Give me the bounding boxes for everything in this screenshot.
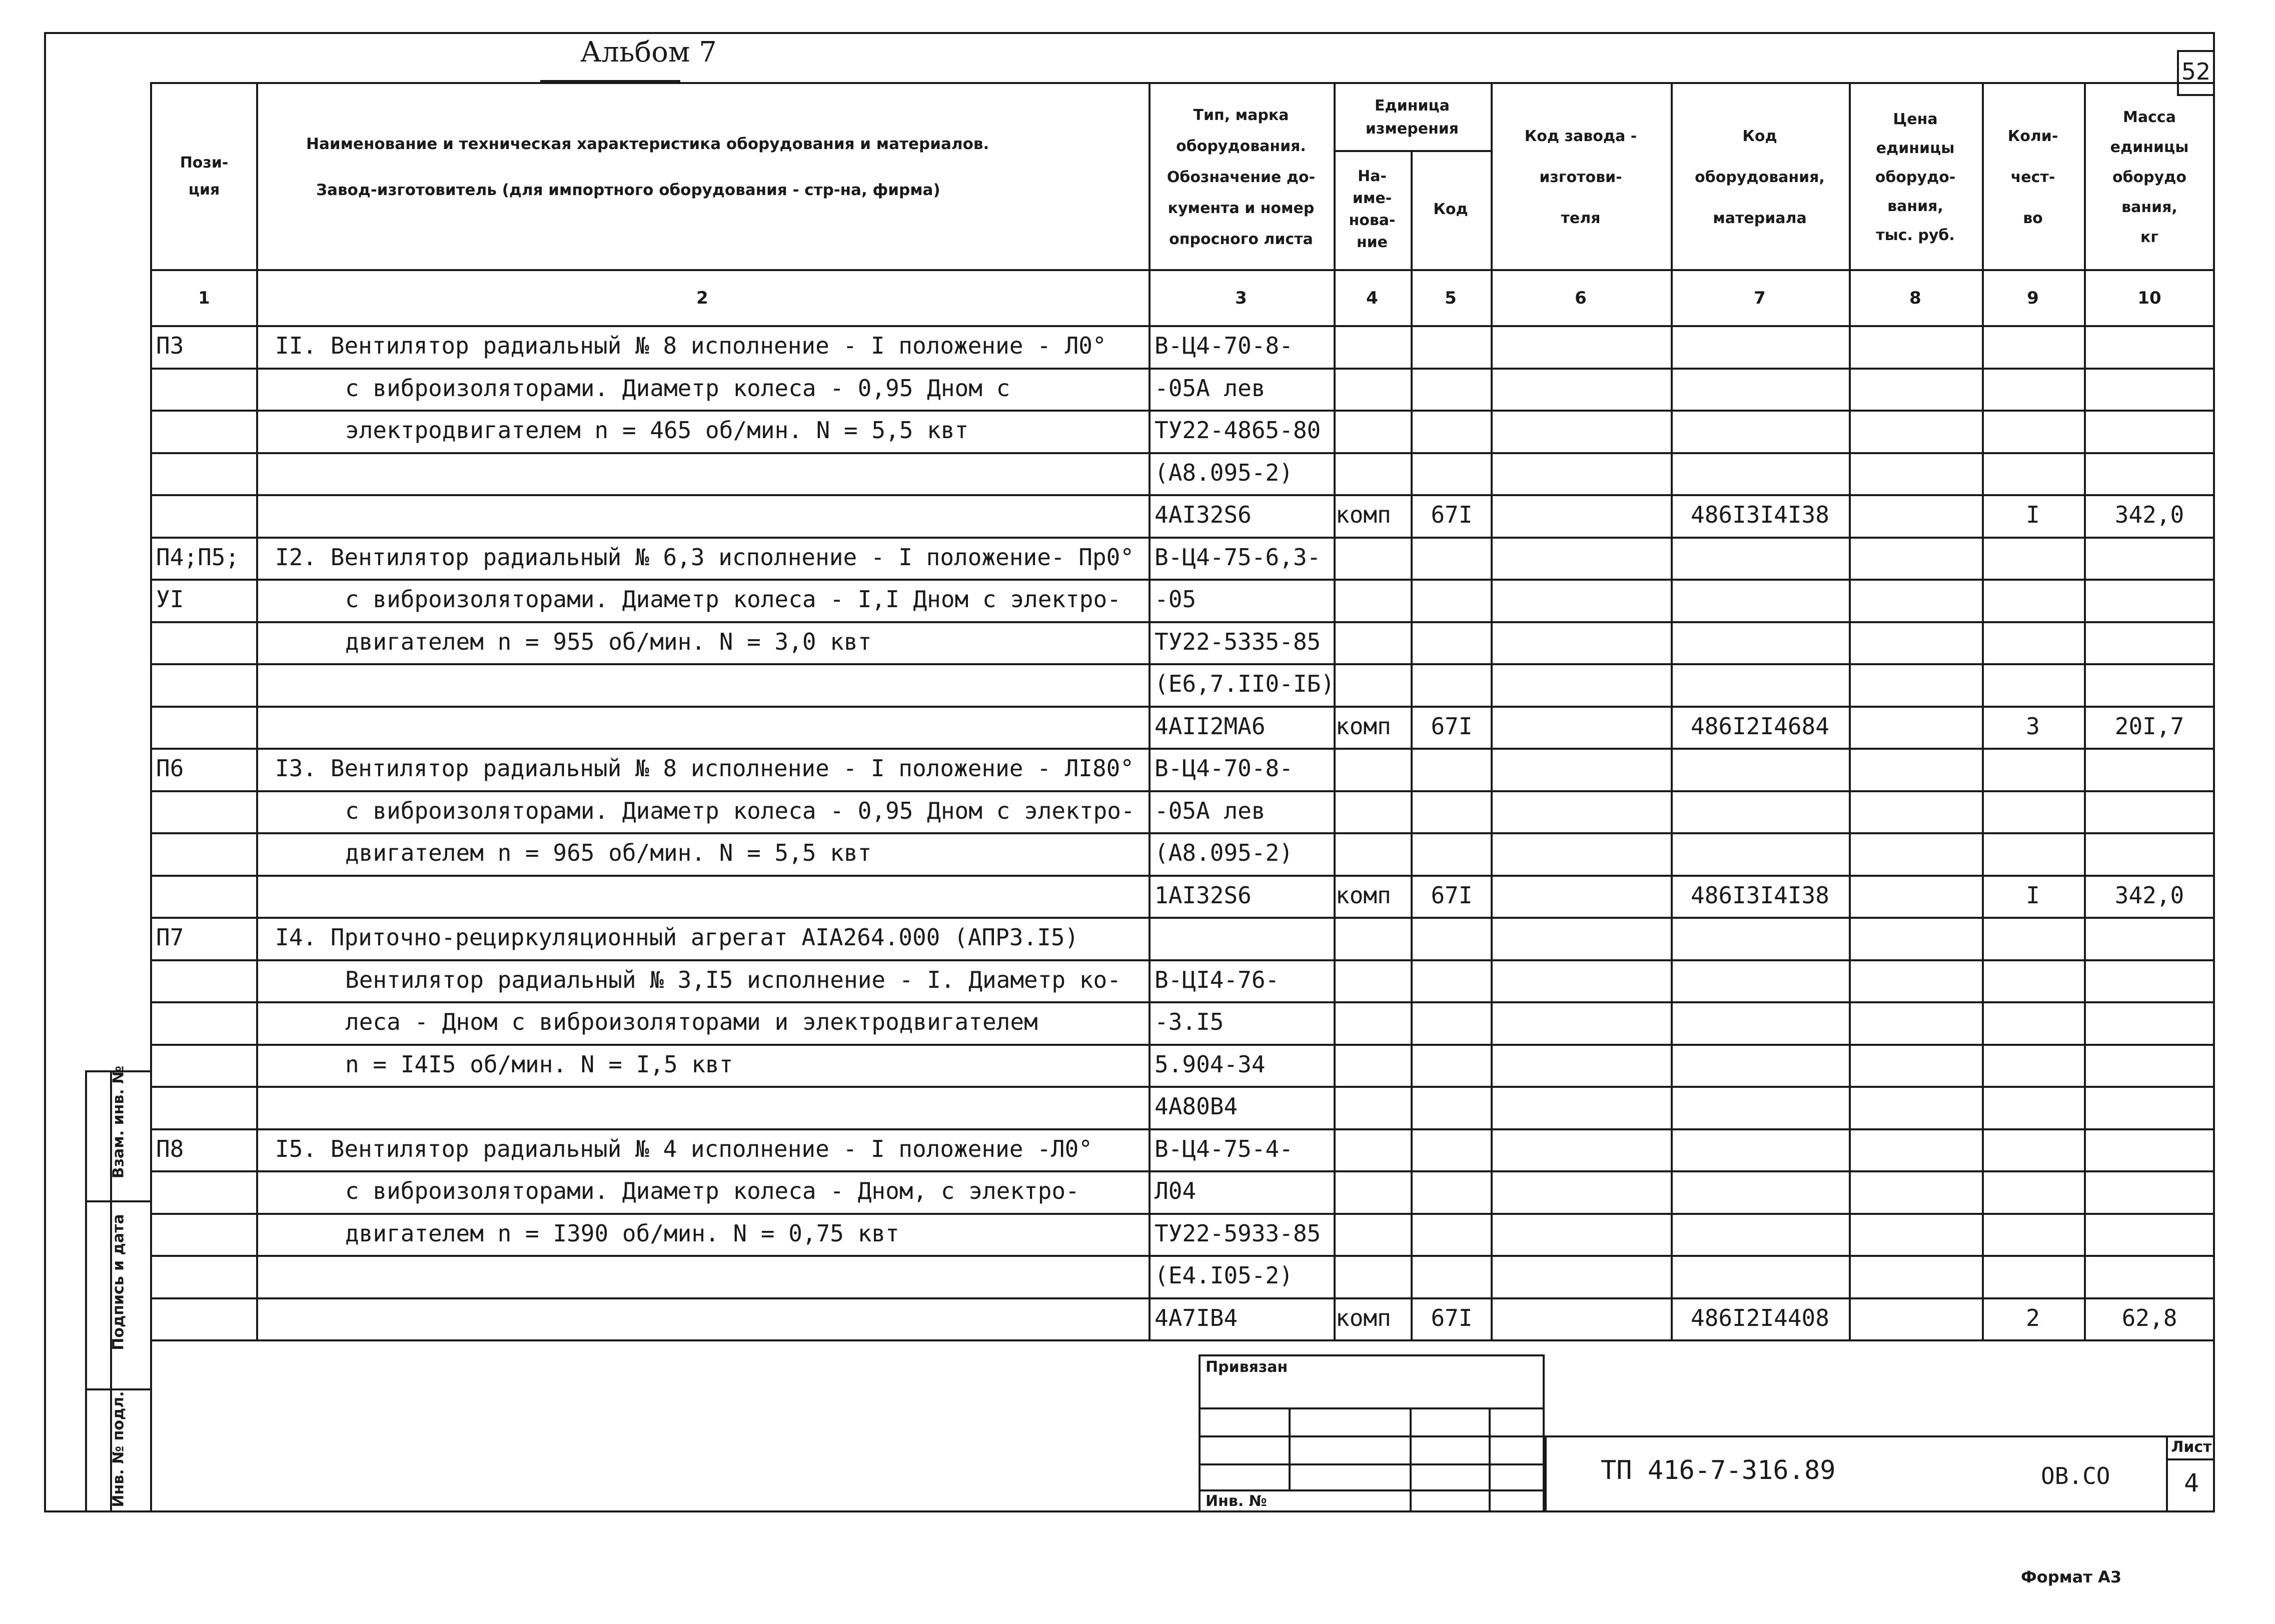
type-cell: Л04 — [1155, 1177, 1197, 1204]
type-cell: -3.I5 — [1155, 1008, 1224, 1035]
type-cell: (Е4.I05-2) — [1155, 1262, 1293, 1289]
col3-header: Тип, марка оборудования. Обозначение до- кумента и номер опросного листа — [1167, 107, 1316, 248]
col1-header: Пози- ция — [180, 154, 229, 199]
type-cell: ТУ22-5335-85 — [1155, 628, 1321, 655]
row-divider — [150, 663, 2215, 665]
stamp-line-3 — [1199, 1463, 1545, 1465]
row-divider — [150, 790, 2215, 792]
col7-header: Код оборудования, материала — [1695, 128, 1825, 227]
column-divider — [1411, 150, 1413, 1339]
side-label-vzam: Взам. инв. № — [110, 1065, 128, 1179]
col3-number: 3 — [1235, 288, 1247, 308]
equipment-code-cell: 486I3I4I38 — [1691, 881, 1829, 909]
name-cell: n = I4I5 об/мин. N = I,5 квт — [345, 1050, 733, 1078]
col10-number: 10 — [2137, 288, 2161, 308]
side-divider-v — [110, 1070, 112, 1512]
row-divider — [150, 748, 2215, 750]
col4-header: На- име- нова- ние — [1349, 168, 1396, 251]
stamp-vline-3 — [1489, 1407, 1491, 1512]
position-cell: П6 — [156, 755, 184, 782]
type-cell: ТУ22-5933-85 — [1155, 1219, 1321, 1247]
type-cell: В-Ц4-70-8- — [1155, 755, 1293, 782]
row-divider — [150, 1297, 2215, 1299]
col6-number: 6 — [1575, 288, 1587, 308]
stamp-vline-2 — [1410, 1407, 1412, 1512]
unit-cell: комп — [1336, 1304, 1391, 1331]
position-cell: П4;П5; — [156, 543, 240, 571]
type-cell: 5.904-34 — [1155, 1050, 1266, 1078]
type-cell: (А8.095-2) — [1155, 839, 1293, 866]
unit-code-cell: 67I — [1431, 501, 1473, 528]
type-cell: В-Ц4-75-4- — [1155, 1135, 1293, 1162]
name-cell: двигателем n = I390 об/мин. N = 0,75 квт — [345, 1219, 899, 1247]
name-cell: II. Вентилятор радиальный № 8 исполнение - I положение - Л0° — [275, 332, 1106, 359]
col8-header: Цена единицы оборудо- вания, тыс. руб. — [1875, 111, 1956, 244]
col7-number: 7 — [1754, 288, 1766, 308]
row-divider — [150, 832, 2215, 834]
unit-code-cell: 67I — [1431, 1304, 1473, 1331]
name-cell: I3. Вентилятор радиальный № 8 исполнение - I положение - ЛI80° — [275, 755, 1134, 782]
row-divider — [150, 1339, 2215, 1341]
col1-number: 1 — [198, 288, 210, 308]
row-divider — [150, 494, 2215, 496]
row-divider — [150, 1213, 2215, 1215]
row-divider — [150, 579, 2215, 581]
mass-cell: 62,8 — [2121, 1304, 2177, 1331]
type-cell: -05 — [1155, 586, 1197, 613]
col9-header: Коли- чест- во — [2007, 128, 2058, 227]
row-divider — [150, 537, 2215, 539]
name-cell: двигателем n = 965 об/мин. N = 5,5 квт — [345, 839, 872, 866]
col9-number: 9 — [2027, 288, 2039, 308]
row-divider — [150, 410, 2215, 412]
position-cell: УI — [156, 586, 184, 613]
name-cell: I2. Вентилятор радиальный № 6,3 исполнение - I положение- Пр0° — [275, 543, 1134, 571]
name-cell: с виброизоляторами. Диаметр колеса - Дном, с электро- — [345, 1177, 1079, 1204]
col2-number: 2 — [696, 288, 708, 308]
row-divider — [150, 1001, 2215, 1003]
position-cell: П8 — [156, 1135, 184, 1162]
doc-code: ТП 416-7-316.89 — [1601, 1455, 1836, 1485]
side-label-podpis: Подпись и дата — [110, 1214, 128, 1350]
row-divider — [150, 706, 2215, 708]
mass-cell: 342,0 — [2114, 501, 2184, 528]
stamp-line-4 — [1199, 1489, 1545, 1491]
type-cell: -05А лев — [1155, 374, 1266, 402]
col4-number: 4 — [1366, 288, 1378, 308]
row-divider — [150, 959, 2215, 961]
equipment-code-cell: 486I3I4I38 — [1691, 501, 1829, 528]
album-underline — [540, 80, 680, 82]
colnum-bottom-line — [150, 325, 2215, 327]
col5-header: Код — [1433, 201, 1468, 218]
stamp-inv-label: Инв. № — [1206, 1492, 1267, 1510]
sheet-box-mid — [2166, 1458, 2215, 1460]
type-cell: (Е6,7.II0-IБ) — [1155, 670, 1335, 697]
col10-header: Масса единицы оборудо вания, кг — [2110, 109, 2189, 246]
unit-code-cell: 67I — [1431, 712, 1473, 740]
name-cell: с виброизоляторами. Диаметр колеса - I,I Дном с электро- — [345, 586, 1121, 613]
position-cell: П3 — [156, 332, 184, 359]
row-divider — [150, 621, 2215, 623]
format-label: Формат А3 — [2021, 1567, 2122, 1586]
side-divider-1 — [85, 1200, 152, 1202]
quantity-cell: I — [2026, 881, 2040, 909]
binding-stamp-label: Привязан — [1206, 1358, 1288, 1376]
type-cell: 4А7IВ4 — [1155, 1304, 1238, 1331]
position-cell: П7 — [156, 924, 184, 951]
row-divider — [150, 1170, 2215, 1172]
row-divider — [150, 1086, 2215, 1088]
col8-number: 8 — [1909, 288, 1921, 308]
type-cell: 4АI32S6 — [1155, 501, 1252, 528]
binding-stamp — [1199, 1354, 1545, 1512]
name-cell: с виброизоляторами. Диаметр колеса - 0,95 Дном с электро- — [345, 797, 1135, 824]
sheet-number: 4 — [2183, 1468, 2199, 1497]
name-cell: леса - Дном с виброизоляторами и электродвигателем — [345, 1008, 1038, 1035]
type-cell: 4АII2МА6 — [1155, 712, 1266, 740]
header-bottom-line — [150, 269, 2215, 271]
unit-cell: комп — [1336, 881, 1391, 909]
equipment-code-cell: 486I2I4408 — [1691, 1304, 1829, 1331]
type-cell: В-Ц4-70-8- — [1155, 332, 1293, 359]
unit-cell: комп — [1336, 501, 1391, 528]
type-cell: В-ЦI4-76- — [1155, 966, 1280, 993]
row-divider — [150, 1044, 2215, 1046]
equipment-code-cell: 486I2I4684 — [1691, 712, 1829, 740]
row-divider — [150, 1128, 2215, 1130]
doc-mark: ОВ.СО — [2041, 1462, 2110, 1489]
mass-cell: 342,0 — [2114, 881, 2184, 909]
stamp-line-2 — [1199, 1435, 1545, 1437]
side-divider-2 — [85, 1388, 152, 1390]
type-cell: 4А80В4 — [1155, 1093, 1238, 1120]
type-cell: ТУ22-4865-80 — [1155, 417, 1321, 444]
unit-cell: комп — [1336, 712, 1391, 740]
name-cell: I4. Приточно-рециркуляционный агрегат АIА264.000 (АПР3.I5) — [275, 924, 1079, 951]
row-divider — [150, 917, 2215, 919]
unit-code-cell: 67I — [1431, 881, 1473, 909]
row-divider — [150, 368, 2215, 370]
name-cell: с виброизоляторами. Диаметр колеса - 0,95 Дном с — [345, 374, 1010, 402]
name-cell: электродвигателем n = 465 об/мин. N = 5,5 квт — [345, 417, 969, 444]
name-cell: двигателем n = 955 об/мин. N = 3,0 квт — [345, 628, 872, 655]
row-divider — [150, 1255, 2215, 1257]
page-number: 52 — [2181, 58, 2211, 85]
stamp-vline-1 — [1289, 1407, 1291, 1489]
col2-header-line1: Наименование и техническая характеристика оборудования и материалов. — [306, 135, 989, 153]
col2-header-line2: Завод-изготовитель (для импортного оборудования - стр-на, фирма) — [316, 181, 940, 199]
mass-cell: 20I,7 — [2114, 712, 2184, 740]
type-cell: 1АI32S6 — [1155, 881, 1252, 909]
name-cell: I5. Вентилятор радиальный № 4 исполнение - I положение -Л0° — [275, 1135, 1092, 1162]
quantity-cell: I — [2026, 501, 2040, 528]
row-divider — [150, 875, 2215, 877]
side-label-inv-podl: Инв. № подл. — [110, 1391, 128, 1507]
col5-number: 5 — [1445, 288, 1457, 308]
col6-header: Код завода - изготови- теля — [1524, 128, 1637, 227]
album-title: Альбом 7 — [580, 36, 717, 69]
quantity-cell: 2 — [2026, 1304, 2040, 1331]
quantity-cell: 3 — [2026, 712, 2040, 740]
unit-group-header: Единица измерения — [1365, 97, 1459, 138]
name-cell: Вентилятор радиальный № 3,I5 исполнение - I. Диаметр ко- — [345, 966, 1121, 993]
row-divider — [150, 452, 2215, 454]
type-cell: (А8.095-2) — [1155, 459, 1293, 486]
stamp-line-1 — [1199, 1407, 1545, 1409]
sheet-label: Лист — [2171, 1438, 2212, 1456]
type-cell: В-Ц4-75-6,3- — [1155, 543, 1321, 571]
type-cell: -05А лев — [1155, 797, 1266, 824]
